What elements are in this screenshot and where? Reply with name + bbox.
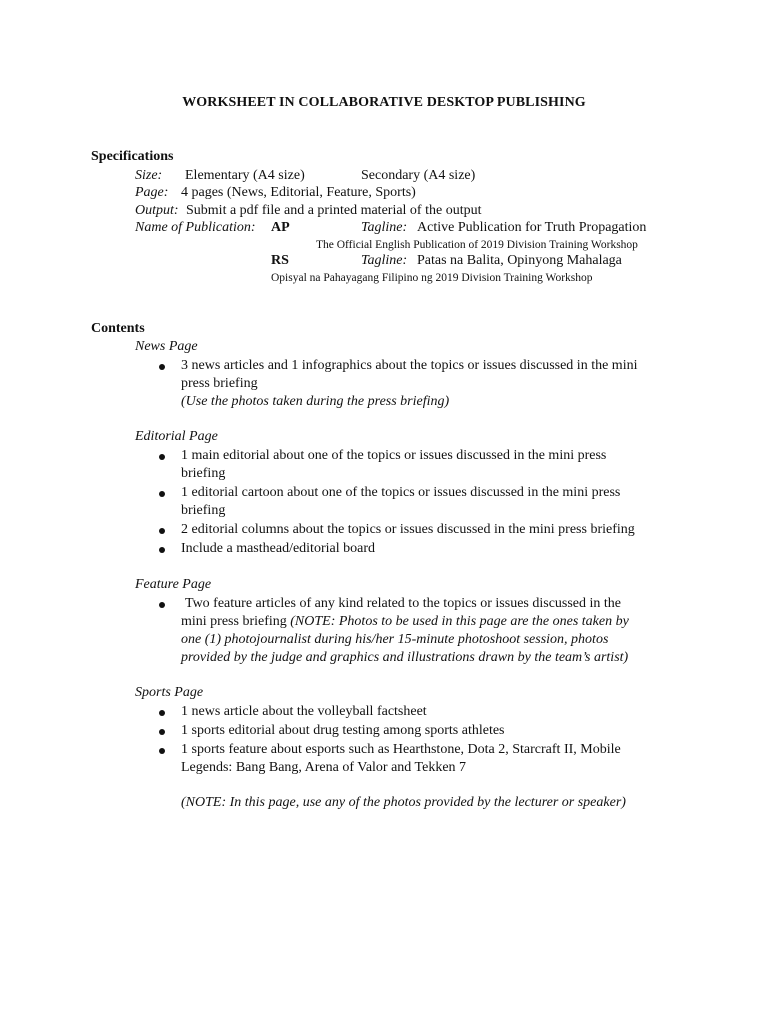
rs-tagline: Patas na Balita, Opinyong Mahalaga [417, 253, 622, 268]
editorial-item-4: Include a masthead/editorial board [181, 541, 375, 556]
news-item-1-line-1: 3 news articles and 1 infographics about the topics or issues discussed in the mini [181, 358, 638, 373]
editorial-item-1-line-1: 1 main editorial about one of the topics or issues discussed in the mini press [181, 448, 607, 463]
bullet-icon [158, 748, 166, 756]
specifications-heading: Specifications [91, 149, 174, 164]
sports-item-3-line-2: Legends: Bang Bang, Arena of Valor and Tekken 7 [181, 760, 467, 775]
news-page-heading: News Page [135, 339, 198, 354]
page-value: 4 pages (News, Editorial, Feature, Sports) [181, 185, 416, 200]
editorial-item-1-line-2: briefing [181, 466, 226, 481]
ap-tagline-label: Tagline: [361, 220, 408, 235]
sports-page-heading: Sports Page [135, 685, 204, 700]
rs-tagline-label: Tagline: [361, 253, 408, 268]
publication-rs-name: RS [271, 253, 289, 268]
size-elementary: Elementary (A4 size) [185, 168, 305, 183]
bullet-icon [158, 528, 166, 536]
bullet-icon [158, 454, 166, 462]
editorial-item-2-line-2: briefing [181, 503, 226, 518]
output-label: Output: [135, 203, 179, 218]
document-title: WORKSHEET IN COLLABORATIVE DESKTOP PUBLISHING [182, 95, 586, 110]
ap-tagline: Active Publication for Truth Propagation [417, 220, 647, 235]
editorial-page-heading: Editorial Page [135, 429, 218, 444]
ap-description: The Official English Publication of 2019 Division Training Workshop [316, 239, 638, 251]
contents-heading: Contents [91, 321, 145, 336]
rs-description: Opisyal na Pahayagang Filipino ng 2019 Division Training Workshop [271, 272, 593, 284]
bullet-icon [158, 602, 166, 610]
news-note: (Use the photos taken during the press briefing) [181, 394, 450, 409]
bullet-icon [158, 729, 166, 737]
editorial-item-3: 2 editorial columns about the topics or issues discussed in the mini press briefing [181, 522, 635, 537]
publication-label: Name of Publication: [135, 220, 256, 235]
page-label: Page: [135, 185, 169, 200]
sports-item-3-line-1: 1 sports feature about esports such as Hearthstone, Dota 2, Starcraft II, Mobile [181, 742, 621, 757]
size-secondary: Secondary (A4 size) [361, 168, 476, 183]
feature-item-line-2 [181, 613, 629, 631]
sports-note: (NOTE: In this page, use any of the photos provided by the lecturer or speaker) [181, 795, 626, 810]
editorial-item-2-line-1: 1 editorial cartoon about one of the topics or issues discussed in the mini press [181, 485, 621, 500]
feature-item-line-2-text: mini press briefing [181, 614, 287, 629]
feature-page-heading: Feature Page [135, 577, 212, 592]
feature-note-line-4: provided by the judge and graphics and illustrations drawn by the team’s artist) [181, 650, 629, 665]
output-value: Submit a pdf file and a printed material of the output [186, 203, 482, 218]
publication-ap-name: AP [271, 220, 290, 235]
bullet-icon [158, 547, 166, 555]
sports-item-1: 1 news article about the volleyball factsheet [181, 704, 427, 719]
news-item-1-line-2: press briefing [181, 376, 258, 391]
sports-item-2: 1 sports editorial about drug testing among sports athletes [181, 723, 505, 738]
feature-note-line-3: one (1) photojournalist during his/her 15-minute photoshoot session, photos [181, 632, 609, 647]
size-label: Size: [135, 168, 163, 183]
feature-item-line-1: Two feature articles of any kind related to the topics or issues discussed in the [185, 596, 622, 611]
bullet-icon [158, 710, 166, 718]
bullet-icon [158, 491, 166, 499]
feature-note-start: (NOTE: Photos to be used in this page are the ones taken by [290, 614, 629, 629]
bullet-icon [158, 364, 166, 372]
